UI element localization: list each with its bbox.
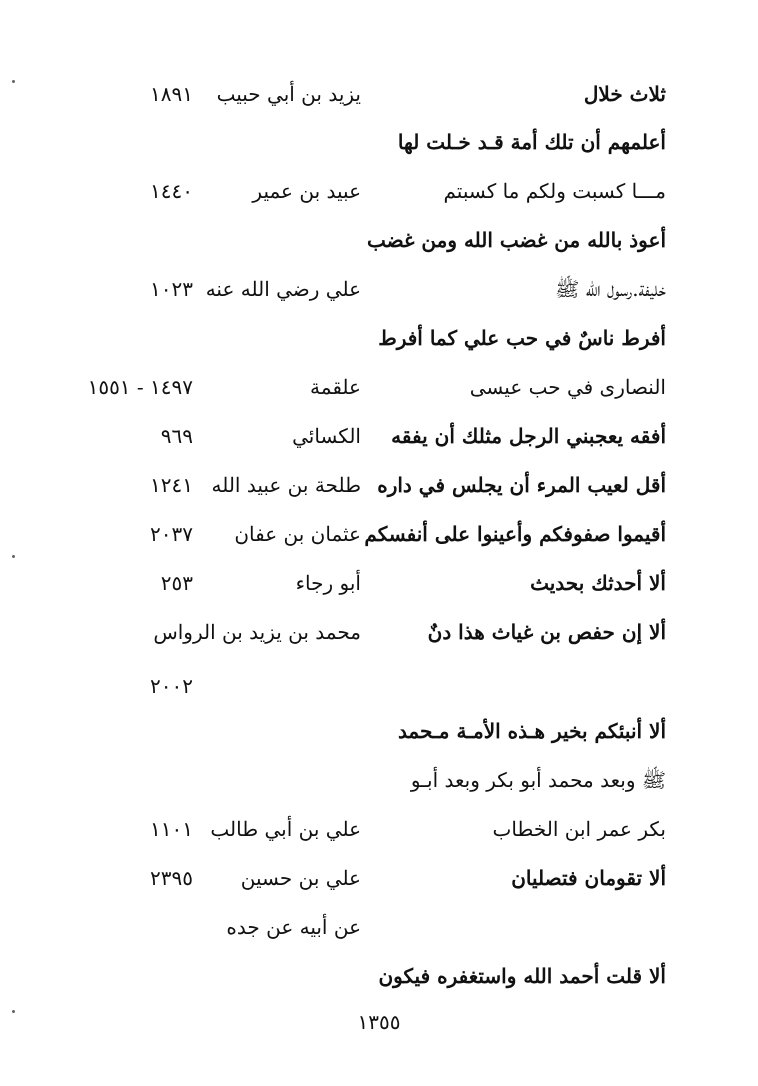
scan-speck bbox=[12, 555, 15, 558]
entry-text: أقل لعيب المرء أن يجلس في داره bbox=[377, 473, 666, 497]
narrator-name: محمد بن يزيد بن الرواس bbox=[153, 620, 361, 644]
entry-text: النصارى في حب عيسى bbox=[469, 375, 666, 399]
narrator-name: طلحة بن عبيد الله bbox=[211, 473, 361, 497]
hadith-number: ١٤٩٧ - ١٥٥١ bbox=[87, 375, 193, 399]
hadith-number: ١١٠١ bbox=[150, 817, 193, 841]
hadith-number: ٢٥٣ bbox=[160, 571, 193, 595]
narrator-name: عبيد بن عمير bbox=[252, 179, 361, 203]
entry-text: أفرط ناسٌ في حب علي كما أفرط bbox=[378, 326, 666, 350]
hadith-number: ٩٦٩ bbox=[160, 424, 193, 448]
entry-text: خليفة.رسول الله ﷺ bbox=[555, 277, 666, 301]
narrator-name: عن أبيه عن جده bbox=[226, 915, 361, 939]
narrator-name: عثمان بن عفان bbox=[234, 522, 361, 546]
scan-speck bbox=[12, 1010, 15, 1013]
entry-text: ألا أحدثك بحديث bbox=[530, 571, 666, 595]
entry-text: ألا قلت أحمد الله واستغفره فيكون bbox=[378, 964, 666, 988]
narrator-name: علي بن حسين bbox=[240, 866, 361, 890]
hadith-number: ١٨٩١ bbox=[150, 82, 193, 106]
entry-text: ألا إن حفص بن غياث هذا دنٌ bbox=[427, 620, 666, 644]
entry-text: بكر عمر ابن الخطاب bbox=[492, 817, 666, 841]
entry-text: أقيموا صفوفكم وأعينوا على أنفسكم bbox=[364, 522, 666, 546]
entry-text: أفقه يعجبني الرجل مثلك أن يفقه bbox=[391, 424, 666, 448]
entry-text: مـــا كسبت ولكم ما كسبتم bbox=[443, 179, 666, 203]
entry-text: أعلمهم أن تلك أمة قـد خـلت لها bbox=[397, 130, 666, 154]
page-number: ١٣٥٥ bbox=[357, 1010, 401, 1034]
narrator-name: علقمة bbox=[310, 375, 361, 399]
narrator-name: أبو رجاء bbox=[295, 571, 361, 595]
hadith-number: ١٠٢٣ bbox=[150, 277, 193, 301]
hadith-number: ٢٠٣٧ bbox=[150, 522, 193, 546]
hadith-number: ١٢٤١ bbox=[150, 473, 193, 497]
entry-text: ﷺ وبعد محمد أبو بكر وبعد أبـو bbox=[410, 768, 666, 792]
hadith-number: ١٤٤٠ bbox=[150, 179, 193, 203]
narrator-name: الكسائي bbox=[292, 424, 361, 448]
hadith-number: ٢٠٠٢ bbox=[150, 674, 193, 698]
narrator-name: علي رضي الله عنه bbox=[205, 277, 361, 301]
entry-text: ألا تقومان فتصليان bbox=[511, 866, 666, 890]
entry-text: أعوذ بالله من غضب الله ومن غضب bbox=[366, 228, 666, 252]
narrator-name: علي بن أبي طالب bbox=[210, 817, 361, 841]
scan-speck bbox=[12, 80, 15, 83]
hadith-number: ٢٣٩٥ bbox=[150, 866, 193, 890]
entry-text: ثلاث خلال bbox=[583, 82, 666, 106]
narrator-name: يزيد بن أبي حبيب bbox=[216, 82, 361, 106]
entry-text: ألا أنبئكم بخير هـذه الأمـة مـحمد bbox=[397, 719, 666, 743]
